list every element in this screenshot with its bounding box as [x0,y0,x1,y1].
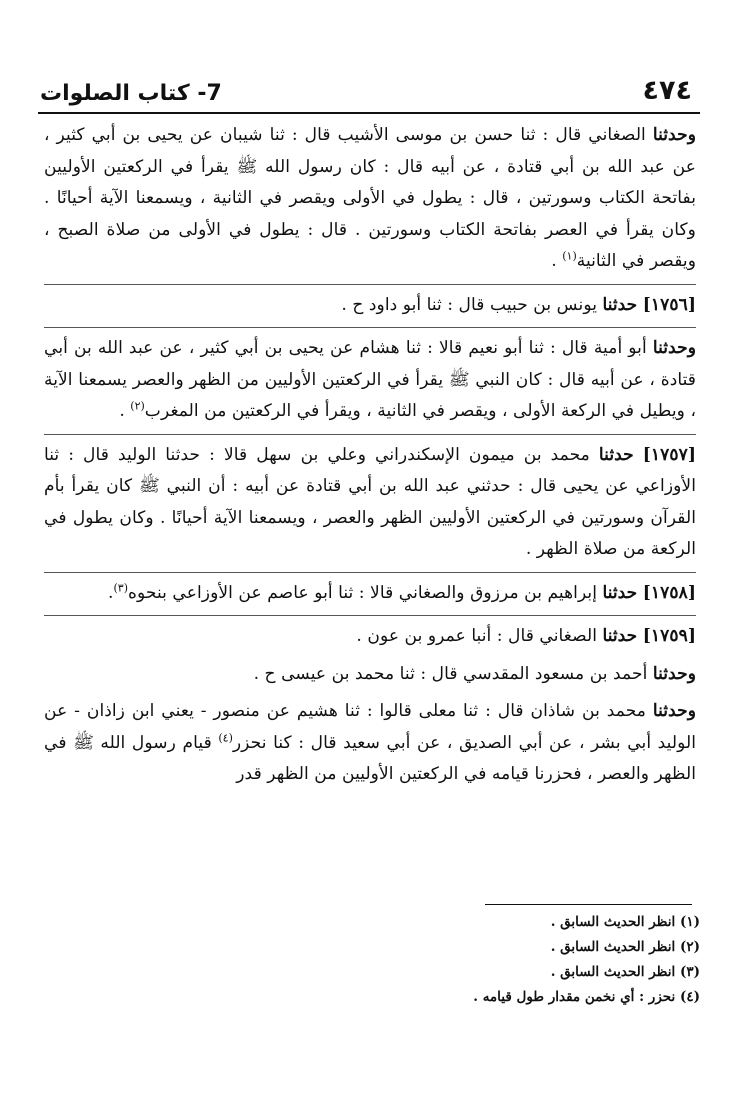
paragraph-text: يونس بن حبيب قال : ثنا أبو داود ح . [341,294,603,315]
narration-lead: وحدثنا [652,663,696,684]
footnote: (٤) نحزر : أي نخمن مقدار طول قيامه . [473,989,700,1005]
paragraph-text: أبو أمية قال : ثنا أبو نعيم قالا : ثنا هشام عن يحيى بن أبي كثير ، عن عبد الله بن أبي قتادة ، عن أبيه قال : كان النبي ﷺ يقرأ في الركعتين الأوليين من الظهر والعصر يسمعنا الآية ، ويطيل في الركعة الأولى ، ويقصر في الثانية ، ويقرأ في الركعتين من المغرب [44,338,696,421]
hadith-paragraph [44,120,696,278]
narration-lead: وحدثنا [652,701,696,721]
hadith-paragraph [44,696,696,791]
narration-lead: حدثنا [602,626,638,646]
paragraph-text: محمد بن شاذان قال : ثنا معلى قالوا : ثنا هشيم عن منصور - يعني ابن زاذان - عن الوليد أبي بشر ، عن أبي الصديق ، عن أبي سعيد قال : كنا نحزر [44,701,696,753]
hadith-paragraph [44,615,696,653]
header-rule [38,112,700,114]
narration-lead: وحدثنا [652,338,696,358]
paragraph-tail: . [551,251,563,271]
hadith-number: [١٧٥٩] [642,626,696,646]
footnote-rule [485,904,692,905]
paragraph-text: الصغاني قال : ثنا حسن بن موسى الأشيب قال : ثنا شيبان عن يحيى بن أبي كثير ، عن عبد الله بن أبي قتادة ، عن أبيه قال : كان رسول الله ﷺ يقرأ في الركعتين الأوليين بفاتحة الكتاب وسورتين ، قال : يطول في الأولى ويقصر في الثانية ، ويسمعنا الآية أحيانًا . وكان يقرأ في العصر بفاتحة الكتاب وسورتين . قال : يطول في الأولى من صلاة الصبح ، ويقصر في الثانية [44,125,696,271]
hadith-paragraph [44,284,696,322]
footnote: (١) انظر الحديث السابق . [550,914,700,930]
hadith-paragraph [44,659,696,691]
narration-lead: وحدثنا [652,125,696,145]
paragraph-text: الصغاني قال : أنبا عمرو بن عون . [356,626,603,646]
hadith-paragraph [44,434,696,566]
hadith-paragraph [44,327,696,428]
page-header [40,70,692,106]
paragraph-text: أحمد بن مسعود المقدسي قال : ثنا محمد بن عيسى ح . [253,663,653,684]
paragraph-tail: . [119,401,131,421]
hadith-paragraph [44,572,696,610]
chapter-title: 7- كتاب الصلوات [40,81,222,106]
footnote-ref: (٢) [130,399,145,413]
footnote: (٣) انظر الحديث السابق . [550,964,700,980]
hadith-number: [١٧٥٧] [642,444,696,465]
narration-lead: حدثنا [598,444,634,465]
paragraph-text: إبراهيم بن مرزوق والصغاني قالا : ثنا أبو عاصم عن الأوزاعي بنحوه [128,582,603,603]
footnote-ref: (١) [562,249,577,263]
page-body [44,120,696,797]
narration-lead: حدثنا [602,582,638,603]
paragraph-tail: قيام رسول الله ﷺ في الظهر والعصر ، فحزرنا قيامه في الركعتين الأوليين من الظهر قدر [44,732,696,784]
paragraph-text: محمد بن ميمون الإسكندراني وعلي بن سهل قالا : حدثنا الوليد قال : ثنا الأوزاعي عن يحيى قال : حدثني عبد الله بن أبي قتادة عن أبيه : أن النبي ﷺ كان يقرأ بأم القرآن وسورتين في الركعتين الأوليين الظهر والعصر ، ويسمعنا الآية أحيانًا . وكان يطول في الركعة من صلاة الظهر . [44,444,697,559]
hadith-number: [١٧٥٦] [642,294,696,315]
paragraph-tail: . [108,582,114,603]
page-number: ٤٧٤ [642,75,692,106]
hadith-number: [١٧٥٨] [642,582,696,603]
footnote-ref: (٣) [113,580,128,594]
narration-lead: حدثنا [602,294,638,315]
footnotes [44,910,700,1010]
footnote-ref: (٤) [218,730,233,744]
footnote: (٢) انظر الحديث السابق . [550,939,700,955]
